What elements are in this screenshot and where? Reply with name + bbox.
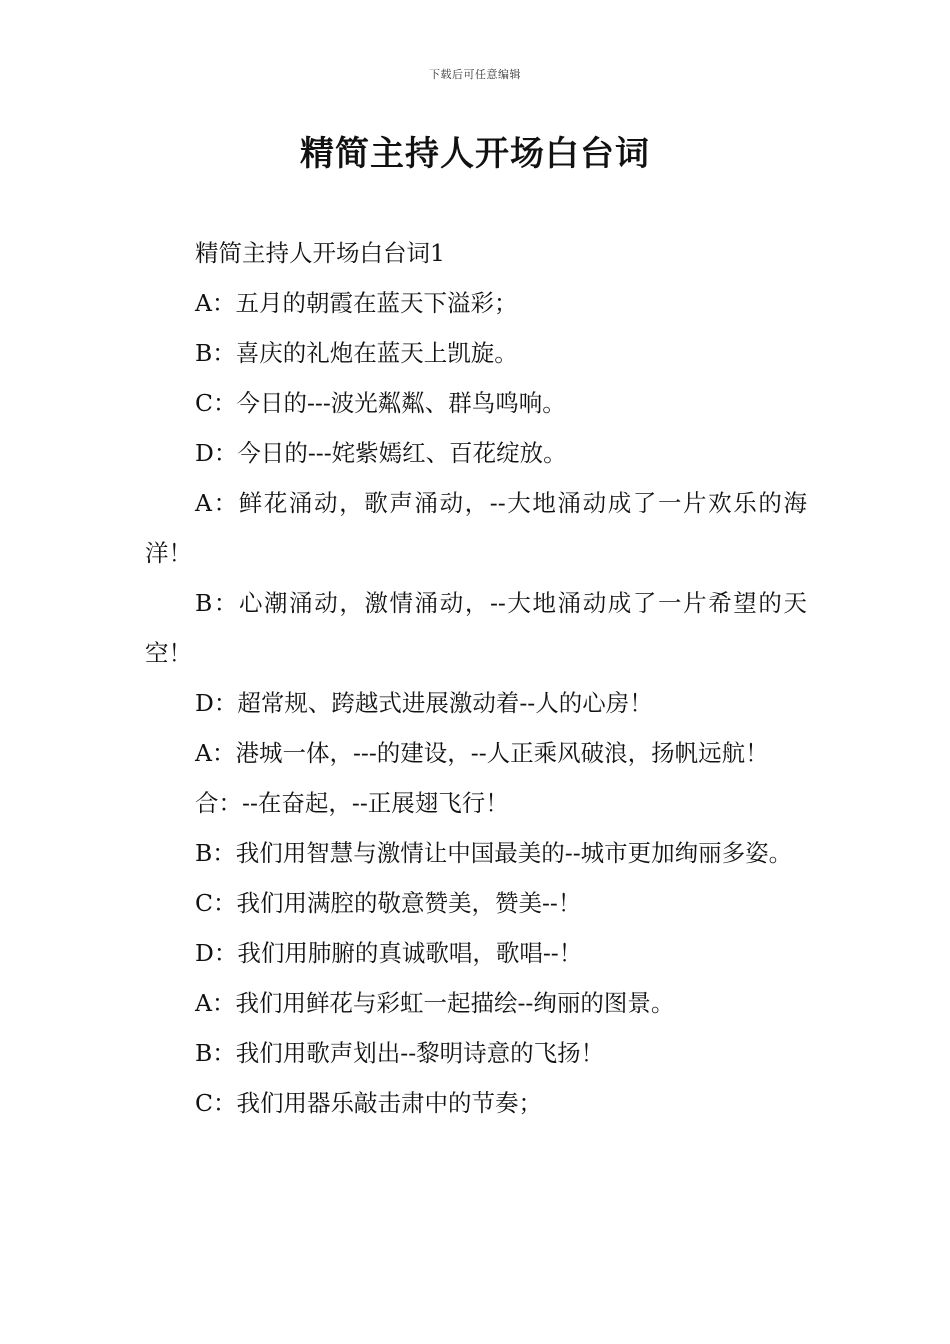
paragraph: 合：--在奋起，--正展翅飞行！ bbox=[195, 789, 509, 817]
header-note: 下载后可任意编辑 bbox=[429, 68, 521, 81]
document-title: 精简主持人开场白台词 bbox=[300, 134, 650, 174]
paragraph: D：今日的---姹紫嫣红、百花绽放。 bbox=[195, 439, 567, 467]
document-body bbox=[145, 228, 807, 1128]
paragraph-subtitle: 精简主持人开场白台词1 bbox=[195, 239, 445, 267]
paragraph: B：我们用歌声划出--黎明诗意的飞扬！ bbox=[195, 1039, 605, 1067]
paragraph: B：喜庆的礼炮在蓝天上凯旋。 bbox=[195, 339, 518, 367]
paragraph: C：我们用器乐敲击肃中的节奏； bbox=[195, 1089, 542, 1117]
paragraph: A：港城一体，---的建设，--人正乘风破浪，扬帆远航！ bbox=[195, 739, 769, 767]
paragraph: A：五月的朝霞在蓝天下溢彩； bbox=[195, 289, 518, 317]
paragraph: B：我们用智慧与激情让中国最美的--城市更加绚丽多姿。 bbox=[195, 839, 793, 867]
paragraph: D：我们用肺腑的真诚歌唱，歌唱--！ bbox=[195, 939, 583, 967]
paragraph: A：我们用鲜花与彩虹一起描绘--绚丽的图景。 bbox=[195, 989, 675, 1017]
paragraph: D：超常规、跨越式进展激动着--人的心房！ bbox=[195, 689, 653, 717]
paragraph: A：鲜花涌动，歌声涌动，--大地涌动成了一片欢乐的海洋！ bbox=[145, 489, 807, 567]
paragraph: B：心潮涌动，激情涌动，--大地涌动成了一片希望的天空！ bbox=[145, 589, 807, 667]
paragraph: C：今日的---波光粼粼、群鸟鸣响。 bbox=[195, 389, 566, 417]
paragraph: C：我们用满腔的敬意赞美，赞美--！ bbox=[195, 889, 582, 917]
